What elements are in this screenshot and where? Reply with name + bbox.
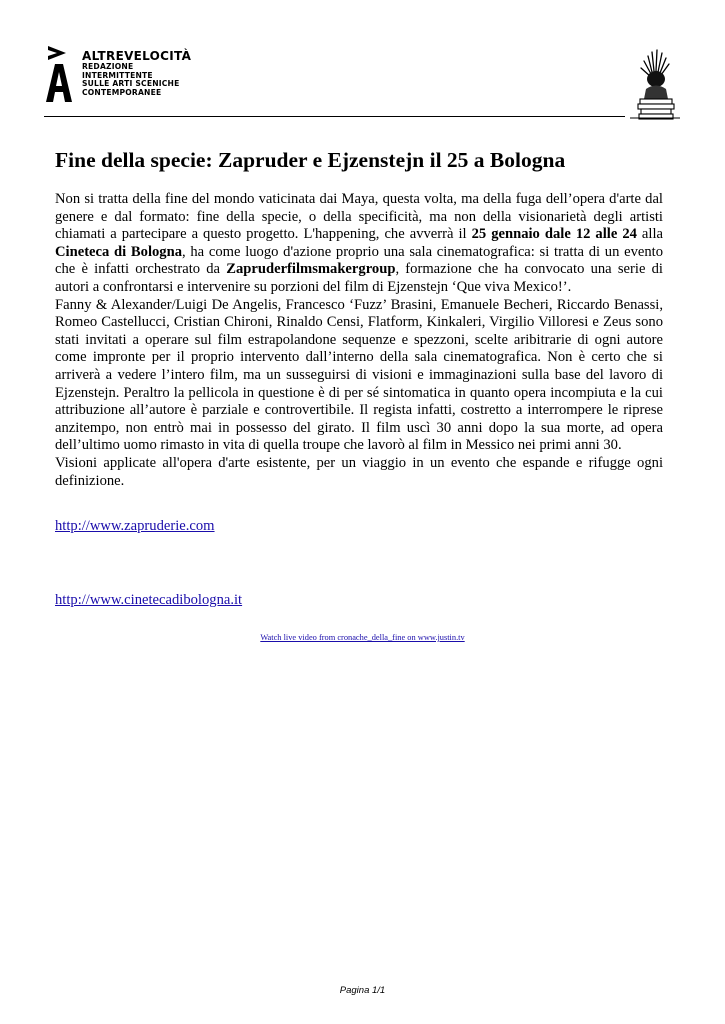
watch-video-line [0,633,725,642]
brand-name: ALTREVELOCITÀ [82,49,192,63]
article-title: Fine della specie: Zapruder e Ejzenstejn il 25 a Bologna [55,148,566,172]
brand-subtitle-line: REDAZIONE [82,62,134,71]
article-paragraph: Visioni applicate all'opera d'arte esistente, per un viaggio in un evento che espande e rifugge ogni definizione. [55,454,663,489]
page-number: Pagina 1/1 [339,985,386,996]
altrevelocita-logo-icon [44,44,74,104]
brand-subtitle-line: INTERMITTENTE [82,70,153,80]
venue-name: Cineteca di Bologna [55,243,183,260]
event-date: 25 gennaio dale 12 alle 24 [471,226,637,243]
paragraph-text: alla [636,226,663,243]
watch-video-link[interactable]: Watch live video from cronache_della_fine on www.justin.tv [260,633,465,642]
header-divider [44,116,625,117]
paragraph-text: , ha come luogo d'azione proprio una sala cinematografica: si tratta di un evento che è infatti orchestrato da [55,243,664,278]
article-body [55,191,663,490]
page-header [0,0,725,124]
paragraph-text: , formazione che ha convocato una serie di autori a confrontarsi e intervenire su porzioni del film di Ejzenstejn ‘Que viva Mexico!’. [55,261,663,295]
brand-subtitle-line: CONTEMPORANEE [82,87,162,97]
reader-illustration-icon [626,46,684,126]
cineteca-link[interactable]: http://www.cinetecadibologna.it [55,592,243,608]
group-name: Zapruderfilmsmakergroup [226,261,396,278]
brand-subtitle-line: SULLE ARTI SCENICHE [82,79,180,89]
article-paragraph [55,191,663,297]
logo-text [82,49,191,97]
zapruderie-link[interactable]: http://www.zapruderie.com [55,518,215,534]
paragraph-text: Non si tratta della fine del mondo vaticinata dai Maya, questa volta, ma della fuga dell’opera d'arte dal genere e dal formato: fine della specie, o della specificità, ma non della visionarietà degli artisti chiamati a partecipare a questo progetto. L'happening, che avverrà il [55,191,663,243]
article-paragraph: Fanny & Alexander/Luigi De Angelis, Francesco ‘Fuzz’ Brasini, Emanuele Becheri, Riccardo Benassi, Romeo Castellucci, Cristian Chironi, Rinaldo Censi, Flatform, Kinkaleri, Virgilio Villoresi e Zeus sono stati invitati a operare sul film estrapolandone sequenze e spezzoni, scelte aribitrarie di ogni autore come impronte per il proprio intervento dall’interno della sala cinematografica. Non è certo che si arriverà a vedere l’intero film, ma un susseguirsi di visioni e immaginazioni sulla base del lavoro di Ejzenstejn. Peraltro la pellicola in questione è di per sé sintomatica in quanto opera incompiuta e la cui attribuzione all’autore è parziale e controvertibile. Il regista infatti, costretto a interrompere le riprese anzitempo, non entrò mai in possesso del girato. Il film uscì 30 anni dopo la sua morte, ad opera dell’ultimo uomo rimasto in vita di quella troupe che lavorò al film in Messico nei primi anni 30. [55,296,663,454]
